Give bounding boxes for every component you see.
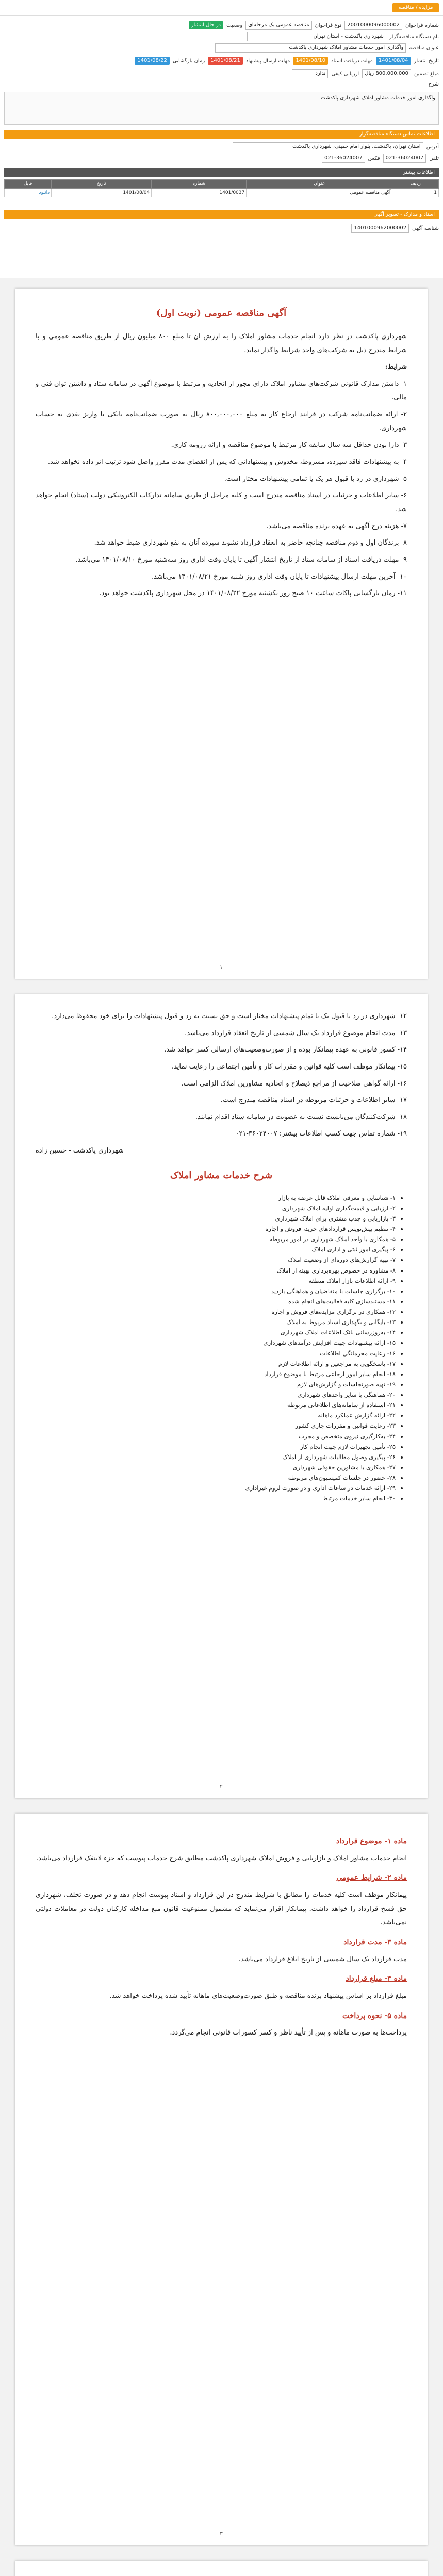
scope-item: • ۲۵- تأمین تجهیزات لازم جهت انجام کار (36, 1442, 396, 1452)
phone-value: 021-36024007 (383, 154, 426, 163)
evaluation-label: ارزیابی کیفی (331, 71, 359, 77)
reference-label: شناسه آگهی (412, 225, 439, 231)
condition-item: ۱۱- زمان بازگشایی پاکات ساعت ۱۰ صبح روز یکشنبه مورخ ۱۴۰۱/۰۸/۲۲ در محل شهرداری پاکدشت خواهد بود. (99, 589, 407, 598)
condition-item: ۱- داشتن مدارک قانونی شرکت‌های مشاور املاک دارای مجوز از اتحادیه و مرتبط با موضوع آگهی در سامانه ستاد و داشتن توان فنی و مالی. (36, 380, 407, 402)
fax-label: فکس (368, 155, 380, 161)
col-header: شماره (152, 180, 247, 189)
doc-deadline: 1401/08/10 (293, 57, 328, 65)
section-heading: ماده ۲- شرایط عمومی (336, 1874, 407, 1883)
scope-item: • ۳- بازاریابی و جذب مشتری برای املاک شهرداری (36, 1213, 396, 1224)
tab-tender[interactable]: مزایده / مناقصه (392, 3, 439, 12)
status-label: وضعیت (226, 22, 243, 28)
table-row (5, 189, 439, 197)
condition-item: ۹- مهلت دریافت اسناد از سامانه ستاد از تاریخ انتشار آگهی تا پایان وقت اداری روز سه‌شنبه مورخ ۱۴۰۱/۰۸/۱۰ می‌باشد. (75, 555, 407, 564)
signature: شهرداری پاکدشت - حسین زاده (36, 1147, 124, 1155)
announcement-title: آگهی مناقصه عمومی (نوبت اول) (156, 308, 287, 318)
col-header: عنوان (247, 180, 392, 189)
opening-label: زمان بازگشایی (172, 58, 205, 64)
condition-item: ۷- هزینه درج آگهی به عهده برنده مناقصه می‌باشد. (266, 522, 407, 530)
scope-item: • ۶- پیگیری امور ثبتی و اداری املاک (36, 1244, 396, 1255)
info-table (4, 179, 439, 197)
fax-value: 021-36024007 (322, 154, 365, 163)
scope-item: • ۱۵- ارائه پیشنهادات جهت افزایش درآمدهای شهرداری (36, 1337, 396, 1348)
opening-date: 1401/08/22 (135, 57, 170, 65)
address-label: آدرس (426, 144, 439, 150)
section-heading: ماده ۳- مدت قرارداد (343, 1938, 407, 1946)
condition-item: ۸- برندگان اول و دوم مناقصه چنانچه حاضر به انعقاد قرارداد نشوند سپرده آنان به نفع شهرداری ضبط خواهد شد. (94, 539, 407, 547)
submit-deadline: 1401/08/21 (208, 57, 243, 65)
scope-item: • ۲- ارزیابی و قیمت‌گذاری اولیه املاک شهرداری (36, 1203, 396, 1213)
download-link[interactable]: دانلود (5, 189, 52, 197)
condition-item: ۶- سایر اطلاعات و جزئیات در اسناد مناقصه مندرج است و کلیه مراحل از طریق سامانه تدارکات الکترونیکی دولت (ستاد) انجام خواهد شد. (36, 492, 407, 513)
contact-header: اطلاعات تماس دستگاه مناقصه‌گزار (4, 130, 439, 139)
reference-value: 1401000962000002 (351, 224, 409, 233)
evaluation-value: ندارد (292, 69, 328, 78)
number-label: شماره فراخوان (405, 22, 439, 28)
section-body: پرداخت‌ها به صورت ماهانه و پس از تأیید ناظر و کسر کسورات قانونی انجام می‌گردد. (170, 2029, 407, 2037)
scope-item: • ۱۰- برگزاری جلسات با متقاضیان و هماهنگی بازدید (36, 1286, 396, 1296)
page-number: ۱ (220, 964, 223, 971)
scope-item: • ۴- تنظیم پیش‌نویس قراردادهای خرید، فروش و اجاره (36, 1224, 396, 1234)
scope-item: • ۲۷- همکاری با مشاورین حقوقی شهرداری (36, 1462, 396, 1472)
paragraph: ۱۳- مدت انجام موضوع قرارداد یک سال شمسی از تاریخ انعقاد قرارداد می‌باشد. (185, 1029, 407, 1037)
submit-deadline-label: مهلت ارسال پیشنهاد (245, 58, 290, 64)
row-desc-label (4, 81, 439, 87)
row-org (4, 32, 439, 41)
scope-item: • ۱۴- به‌روزرسانی بانک اطلاعات املاک شهرداری (36, 1327, 396, 1337)
tender-portal-header (0, 0, 443, 278)
scope-item: • ۱۹- تهیه صورتجلسات و گزارش‌های لازم (36, 1379, 396, 1389)
section-heading: ماده ۵- نحوه پرداخت (342, 2011, 407, 2020)
condition-item: ۴- به پیشنهادات فاقد سپرده، مشروط، مخدوش و پیشنهاداتی که پس از انقضای مدت مقرر واصل شود ترتیب اثر داده نخواهد شد. (47, 458, 407, 466)
paragraph: ۱۸- شرکت‌کنندگان می‌بایست نسبت به عضویت در سامانه ستاد اقدام نمایند. (195, 1113, 407, 1121)
doc-deadline-label: مهلت دریافت اسناد (331, 58, 373, 64)
scope-item: • ۲۴- به‌کارگیری نیروی متخصص و مجرب (36, 1431, 396, 1442)
section-heading: ماده ۴- مبلغ قرارداد (346, 1975, 407, 1984)
intro-paragraph: شهرداری پاکدشت در نظر دارد انجام خدمات مشاور املاک را به ارزش ان تا مبلغ ۸۰۰ میلیون ریال از طریق مناقصه عمومی و با شرایط مندرج ذیل به شرکت‌های واجد شرایط واگذار نماید. (36, 332, 407, 354)
title-label: عنوان مناقصه (409, 45, 439, 51)
col-header: ردیف (392, 180, 439, 189)
row-address (4, 142, 439, 151)
scope-item: • ۱۲- همکاری در برگزاری مزایده‌های فروش و اجاره (36, 1307, 396, 1317)
desc-label: شرح (428, 81, 439, 87)
scope-item: • ۱۸- انجام سایر امور ارجاعی مرتبط با موضوع قرارداد (36, 1369, 396, 1379)
scope-item: • ۲۶- پیگیری وصول مطالبات شهرداری از املاک (36, 1452, 396, 1462)
conditions-title: شرایط: (385, 363, 407, 371)
number-value: 2001000096000002 (344, 21, 402, 30)
org-label: نام دستگاه مناقصه‌گزار (389, 33, 439, 40)
table-cell: 1 (392, 189, 439, 197)
document-page-2 (15, 994, 428, 1798)
table-cell: آگهی مناقصه عمومی (247, 189, 392, 197)
section-body: مبلغ قرارداد بر اساس پیشنهاد برنده مناقصه و طبق صورت‌وضعیت‌های ماهانه تأیید شده پرداخت خواهد شد. (109, 1992, 407, 2000)
paragraph: ۱۹- شماره تماس جهت کسب اطلاعات بیشتر: ۳۶۰۲۴۰۰۷-۰۲۱ (235, 1130, 407, 1138)
col-header: فایل (5, 180, 52, 189)
guarantee-value: 800,000,000 ریال (362, 69, 411, 78)
paragraph: ۱۷- سایر اطلاعات و جزئیات مربوطه در اسناد مناقصه مندرج است. (220, 1096, 407, 1105)
table-cell: 1401/08/04 (52, 189, 152, 197)
document-page-1 (15, 289, 428, 979)
pub-date: 1401/08/04 (376, 57, 411, 65)
scope-item: • ۳۰- انجام سایر خدمات مرتبط (36, 1493, 396, 1503)
scope-item: • ۱۶- رعایت محرمانگی اطلاعات (36, 1348, 396, 1359)
pub-date-label: تاریخ انتشار (414, 58, 439, 64)
scope-item: • ۱۱- مستندسازی کلیه فعالیت‌های انجام شده (36, 1296, 396, 1307)
org-value: شهرداری پاکدشت - استان تهران (247, 32, 386, 41)
scope-item: • ۲۱- استفاده از سامانه‌های اطلاعاتی مربوطه (36, 1400, 396, 1410)
phone-label: تلفن (429, 155, 439, 161)
condition-item: ۱۰- آخرین مهلت ارسال پیشنهادات تا پایان وقت اداری روز شنبه مورخ ۱۴۰۱/۰۸/۲۱ می‌باشد. (151, 572, 407, 581)
scope-item: • ۲۳- رعایت قوانین و مقررات جاری کشور (36, 1420, 396, 1431)
document-page-4 (15, 2561, 428, 2576)
scope-item: • ۲۲- ارائه گزارش عملکرد ماهانه (36, 1410, 396, 1420)
section-body: انجام خدمات مشاور املاک و بازاریابی و فروش املاک شهرداری پاکدشت مطابق شرح خدمات پیوست که جزء لاینفک قرارداد می‌باشد. (36, 1854, 407, 1862)
row-title (4, 43, 439, 53)
condition-item: ۲- ارائه ضمانت‌نامه شرکت در فرایند ارجاع کار به مبلغ ۸۰۰,۰۰۰,۰۰۰ ریال به صورت ضمانت‌نامه بانکی یا واریز نقدی به حساب شهرداری. (36, 411, 407, 432)
row-reference (4, 224, 439, 233)
top-bar (0, 0, 443, 16)
scope-item: • ۸- مشاوره در خصوص بهره‌برداری بهینه از املاک (36, 1265, 396, 1276)
row-guarantee (4, 69, 439, 78)
scope-item: • ۲۹- ارائه خدمات در ساعات اداری و در صورت لزوم غیراداری (36, 1483, 396, 1493)
table-cell: 1401/0037 (152, 189, 247, 197)
scope-item: • ۷- تهیه گزارش‌های دوره‌ای از وضعیت املاک (36, 1255, 396, 1265)
table-header: اطلاعات بیشتر (4, 168, 439, 177)
section-body: پیمانکار موظف است کلیه خدمات را مطابق با شرایط مندرج در این قرارداد و اسناد پیوست انجام دهد و در صورت تخلف، شهرداری حق فسخ قرارداد را خواهد داشت. پیمانکار اقرار می‌نماید که مشمول ممنوعیت قانون منع مداخله کارکنان دولت در معاملات دولتی نمی‌باشد. (36, 1891, 407, 1927)
paragraph: ۱۲- شهرداری در رد یا قبول یک یا تمام پیشنهادات مختار است و حق نسبت به رد و قبول پیشنهادات را برای خود محفوظ می‌دارد. (52, 1012, 407, 1020)
scope-item: • ۵- همکاری با واحد املاک شهرداری در امور مربوطه (36, 1234, 396, 1244)
row-dates (4, 57, 439, 65)
page-number: ۲ (220, 1783, 223, 1790)
type-value: مناقصه عمومی یک مرحله‌ای (245, 21, 311, 30)
scope-item: • ۲۰- هماهنگی با سایر واحدهای شهرداری (36, 1389, 396, 1400)
condition-item: ۵- شهرداری در رد یا قبول هر یک یا تمامی پیشنهادات مختار است. (224, 474, 407, 483)
paragraph: ۱۴- کسور قانونی به عهده پیمانکار بوده و از صورت‌وضعیت‌های ارسالی کسر خواهد شد. (164, 1046, 407, 1054)
row-phone (4, 154, 439, 163)
guarantee-label: مبلغ تضمین (414, 71, 439, 77)
page-number: ۳ (220, 2530, 223, 2537)
title-value: واگذاری امور خدمات مشاور املاک شهرداری پاکدشت (215, 43, 406, 53)
scope-item: • ۱- شناسایی و معرفی املاک قابل عرضه به بازار (36, 1193, 396, 1203)
col-header: تاریخ (52, 180, 152, 189)
address-value: استان تهران، پاکدشت، بلوار امام خمینی، شهرداری پاکدشت (233, 142, 423, 151)
desc-textarea: واگذاری امور خدمات مشاور املاک شهرداری پاکدشت (4, 92, 439, 125)
paragraph: ۱۵- پیمانکار موظف است کلیه قوانین و مقررات کار و تأمین اجتماعی را رعایت نماید. (171, 1062, 407, 1071)
scope-list (36, 1193, 407, 1504)
status-badge: در حال انتشار (189, 21, 224, 29)
scope-item: • ۲۸- حضور در جلسات کمیسیون‌های مربوطه (36, 1472, 396, 1483)
attachments-header: اسناد و مدارک - تصویر آگهی (4, 210, 439, 219)
row-number-type (4, 21, 439, 30)
scope-item: • ۱۷- پاسخگویی به مراجعین و ارائه اطلاعات لازم (36, 1359, 396, 1369)
document-page-3 (15, 1814, 428, 2545)
type-label: نوع فراخوان (315, 22, 342, 28)
section-body: مدت قرارداد یک سال شمسی از تاریخ ابلاغ قرارداد می‌باشد. (238, 1955, 407, 1963)
paragraph: ۱۶- ارائه گواهی صلاحیت از مراجع ذیصلاح و اتحادیه مشاورین املاک الزامی است. (181, 1079, 407, 1088)
scope-item: • ۱۳- بایگانی و نگهداری اسناد مربوط به املاک (36, 1317, 396, 1327)
scope-item: • ۹- ارائه اطلاعات بازار املاک منطقه (36, 1276, 396, 1286)
section-heading: ماده ۱- موضوع قرارداد (336, 1837, 407, 1845)
scope-title: شرح خدمات مشاور املاک (170, 1170, 273, 1181)
condition-item: ۳- دارا بودن حداقل سه سال سابقه کار مرتبط با موضوع مناقصه و ارائه رزومه کاری. (171, 441, 407, 449)
